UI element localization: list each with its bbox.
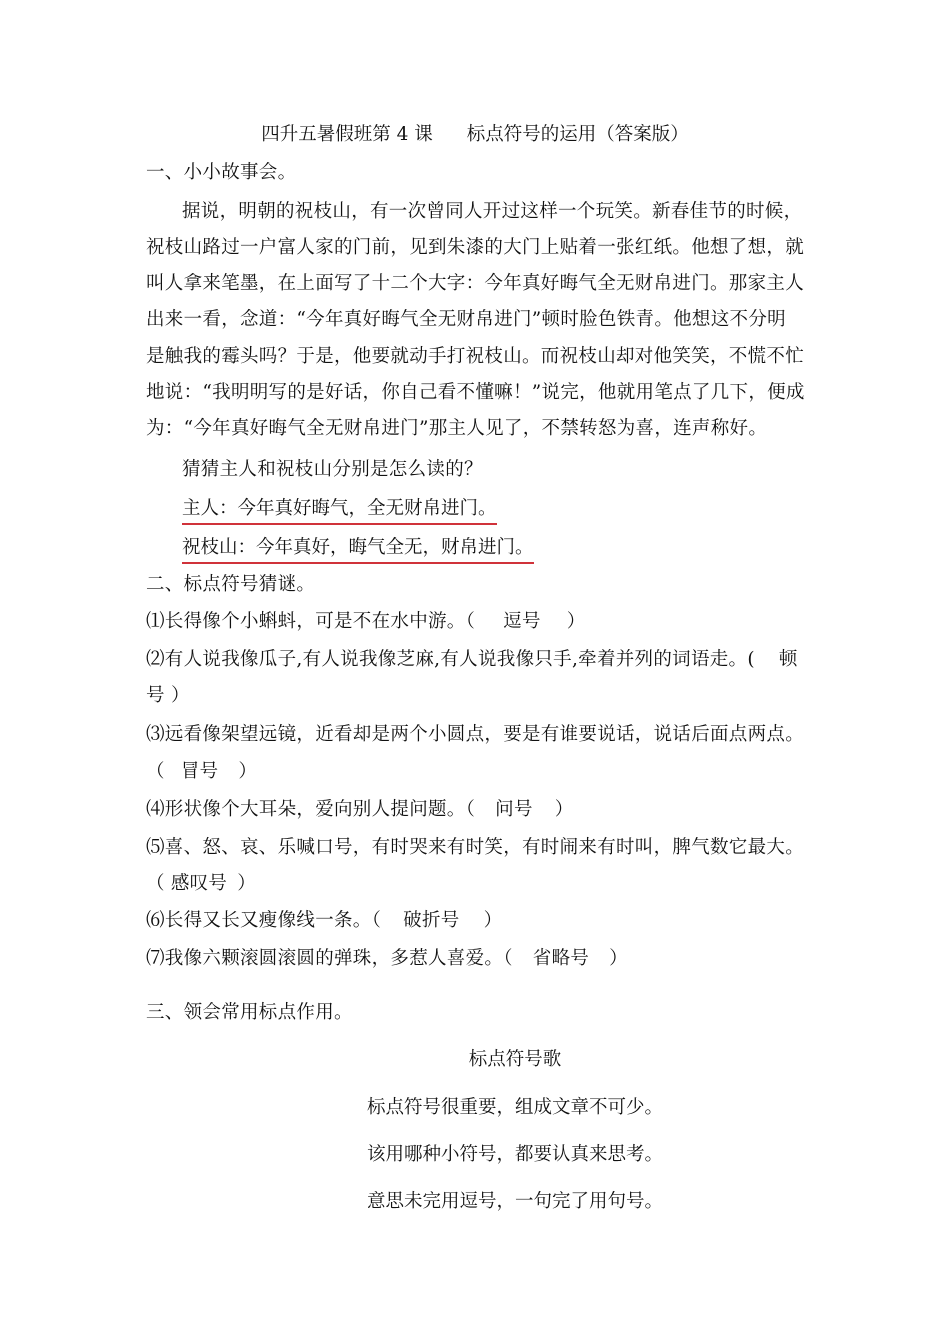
riddle-item — [146, 645, 798, 671]
riddle-answer: 省略号 — [532, 948, 590, 969]
riddle-item — [146, 944, 628, 970]
title-right: 标点符号的运用（答案版） — [466, 124, 689, 145]
riddle-question: ⑷形状像个大耳朵，爱向别人提问题。（ — [146, 799, 476, 820]
riddle-question: ⑵有人说我像瓜子,有人说我像芝麻,有人说我像只手,牵着并列的词语走。( — [146, 649, 755, 670]
story-line: 祝枝山路过一户富人家的门前，见到朱漆的大门上贴着一张红纸。他想了想，就 — [146, 237, 805, 258]
riddle-close: ） — [237, 873, 257, 894]
section-2-heading: 二、标点符号猜谜。 — [146, 574, 316, 595]
riddle-item-cont — [146, 869, 256, 895]
section-3-heading: 三、领会常用标点作用。 — [146, 1002, 353, 1023]
riddle-item-cont: 号 ） — [146, 685, 190, 706]
story-line: 为：“今年真好晦气全无财帛进门”那主人见了，不禁转怒为喜，连声称好。 — [146, 418, 768, 439]
riddle-question: ⑹长得又长又瘦像线一条。（ — [146, 910, 382, 931]
riddle-item — [146, 607, 586, 633]
answer-zhuzhishan: 祝枝山：今年真好，晦气全无，财帛进门。 — [182, 533, 534, 564]
story-question: 猜猜主人和祝枝山分别是怎么读的？ — [182, 459, 483, 480]
riddle-question: ⑴长得像个小蝌蚪，可是不在水中游。（ — [146, 611, 476, 632]
riddle-item-cont — [146, 757, 257, 783]
riddle-answer: 顿 — [778, 649, 798, 670]
riddle-answer: 感叹号 — [170, 873, 228, 894]
page-title — [0, 120, 950, 146]
riddle-close: ） — [609, 948, 628, 969]
answer-master: 主人：今年真好晦气，全无财帛进门。 — [182, 494, 497, 525]
riddle-answer: 问号 — [495, 799, 533, 820]
riddle-close: ） — [554, 799, 574, 820]
riddle-item — [146, 906, 502, 932]
poem-title: 标点符号歌 — [468, 1049, 562, 1070]
poem-line: 该用哪种小符号，都要认真来思考。 — [366, 1144, 663, 1165]
riddle-open: （ — [146, 761, 165, 782]
riddle-close: ） — [483, 910, 503, 931]
story-line: 地说：“我明明写的是好话，你自己看不懂嘛！”说完，他就用笔点了几下，便成 — [146, 382, 805, 403]
riddle-answer: 逗号 — [503, 611, 541, 632]
riddle-close: ） — [238, 761, 258, 782]
poem-line: 意思未完用逗号，一句完了用句号。 — [366, 1191, 663, 1212]
riddle-close: ） — [566, 611, 586, 632]
riddle-answer: 破折号 — [403, 910, 460, 931]
section-1-heading: 一、小小故事会。 — [146, 162, 297, 183]
story-line: 据说，明朝的祝枝山，有一次曾同人开过这样一个玩笑。新春佳节的时候， — [182, 201, 803, 222]
poem-line: 标点符号很重要，组成文章不可少。 — [366, 1097, 663, 1118]
story-line: 出来一看，念道：“今年真好晦气全无财帛进门”顿时脸色铁青。他想这不分明 — [146, 309, 786, 330]
story-line: 是触我的霉头吗？于是，他要就动手打祝枝山。而祝枝山却对他笑笑，不慌不忙 — [146, 346, 805, 367]
riddle-open: （ — [146, 873, 165, 894]
title-left: 四升五暑假班第 4 课 — [261, 124, 433, 145]
story-line: 叫人拿来笔墨，在上面写了十二个大字：今年真好晦气全无财帛进门。那家主人 — [146, 273, 805, 294]
riddle-item: ⑶远看像架望远镜，近看却是两个小圆点，要是有谁要说话，说话后面点两点。 — [146, 724, 805, 745]
riddle-item — [146, 795, 574, 821]
riddle-question: ⑺我像六颗滚圆滚圆的弹珠，多惹人喜爱。（ — [146, 948, 513, 969]
riddle-item: ⑸喜、怒、哀、乐喊口号，有时哭来有时笑，有时闹来有时叫，脾气数它最大。 — [146, 837, 805, 858]
riddle-answer: 冒号 — [180, 761, 219, 782]
